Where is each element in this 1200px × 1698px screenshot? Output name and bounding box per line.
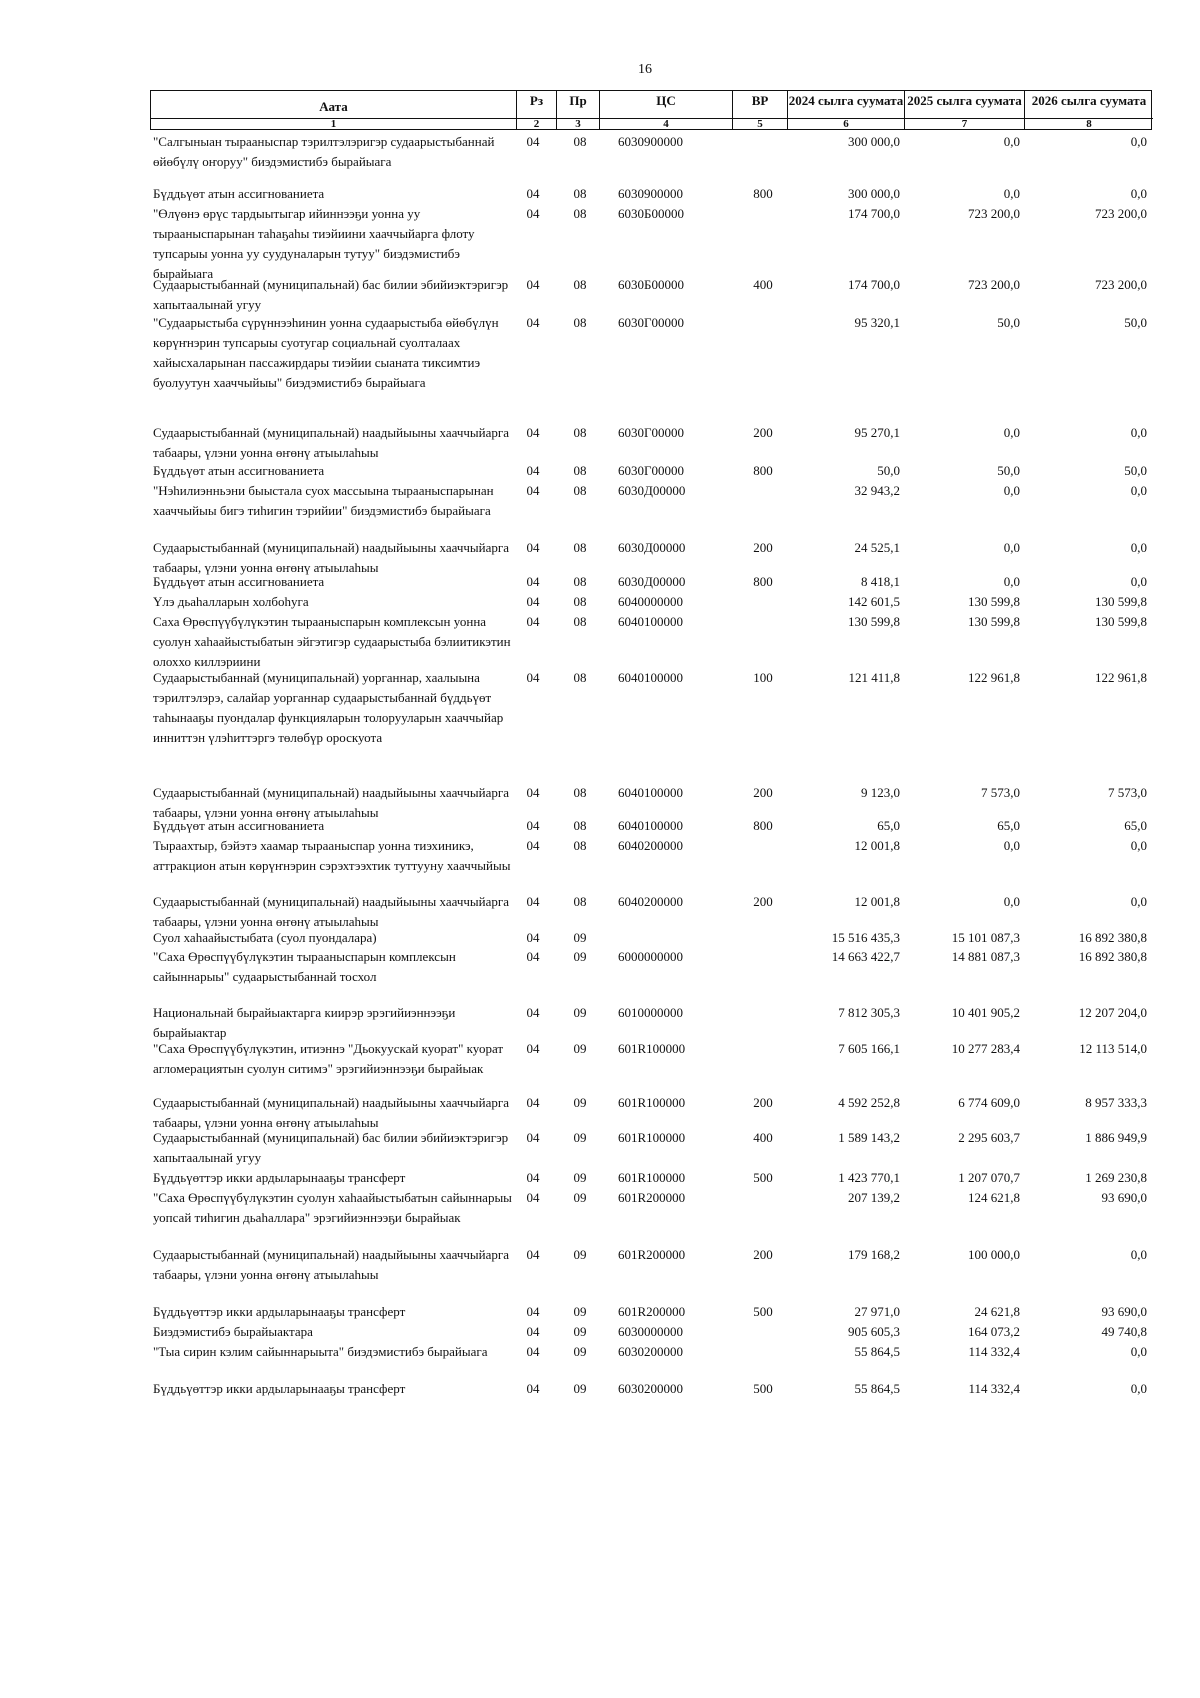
- row-pr: 08: [573, 483, 587, 498]
- row-rz: 04: [526, 949, 540, 964]
- header-label-pr: Пр: [569, 93, 587, 108]
- header-label-2026: 2026 сылга суумата: [1031, 93, 1147, 108]
- row-name: Бүддьүөттэр икки ардыларынааҕы трансферт: [153, 1381, 406, 1396]
- row-amount-2025: 50,0: [997, 463, 1020, 478]
- row-cs: 6030200000: [618, 1381, 683, 1396]
- row-amount-2024: 32 943,2: [854, 483, 900, 498]
- row-pr: 08: [573, 670, 587, 685]
- row-pr: 08: [573, 614, 587, 629]
- row-amount-2026: 1 886 949,9: [1085, 1130, 1147, 1145]
- row-amount-2026: 16 892 380,8: [1078, 949, 1147, 964]
- row-rz: 04: [526, 1005, 540, 1020]
- row-name: "Саха Өрөспүүбүлүкэтин суолун хаһаайыстыбатын сайыннарыы уопсай тиһигин дьаһаллара" эрэгийиэннээҕи бырайыак: [153, 1190, 512, 1225]
- row-rz: 04: [526, 614, 540, 629]
- row-pr: 08: [573, 540, 587, 555]
- row-vr: 200: [753, 540, 773, 555]
- row-cs: 601R200000: [618, 1247, 686, 1262]
- header-number-8: 8: [1025, 118, 1153, 130]
- row-cs: 601R100000: [618, 1170, 686, 1185]
- row-name: Бүддьүөт атын ассигнованиета: [153, 186, 325, 201]
- row-amount-2025: 10 277 283,4: [951, 1041, 1020, 1056]
- row-name: Судаарыстыбаннай (муниципальнай) наадыйыыны хааччыйарга табаары, үлэни уонна өҥөнү атыылаһыы: [153, 1247, 509, 1282]
- row-amount-2026: 49 740,8: [1101, 1324, 1147, 1339]
- header-number-5: 5: [733, 118, 787, 130]
- header-cell-rz: [516, 91, 556, 129]
- row-amount-2024: 55 864,5: [854, 1344, 900, 1359]
- row-cs: 6030900000: [618, 134, 683, 149]
- row-amount-2024: 55 864,5: [854, 1381, 900, 1396]
- row-rz: 04: [526, 1344, 540, 1359]
- row-name: "Өлүөнэ өрүс тардыытыгар ийиннээҕи уонна уу тырааныспарынан таһаҕаһы тиэйиини хааччыйарга флоту тупсарыы уонна уу суудуналарын тутуу" биэдэмистибэ бырайыага: [153, 206, 475, 281]
- header-cell-vr: [732, 91, 787, 129]
- row-name: "Нэһилиэнньэни быыстала суох массыына тырааныспарынан хааччыйыы бигэ тиһигин тэрийии" биэдэмистибэ бырайыага: [153, 483, 494, 518]
- row-cs: 6030Б00000: [618, 206, 684, 221]
- row-name: Үлэ дьаһалларын холбоһуга: [153, 594, 309, 609]
- row-pr: 08: [573, 785, 587, 800]
- row-amount-2024: 65,0: [877, 818, 900, 833]
- header-cell-2026: [1024, 91, 1153, 129]
- row-pr: 08: [573, 134, 587, 149]
- row-cs: 6030Г00000: [618, 315, 685, 330]
- row-cs: 6040100000: [618, 670, 683, 685]
- header-number-7: 7: [905, 118, 1024, 130]
- header-label-rz: Рз: [529, 93, 544, 108]
- row-amount-2025: 0,0: [1003, 894, 1020, 909]
- row-name: Судаарыстыбаннай (муниципальнай) бас билии эбийиэктэригэр хапытаалынай угуу: [153, 1130, 509, 1165]
- row-rz: 04: [526, 186, 540, 201]
- row-pr: 09: [573, 1381, 587, 1396]
- row-amount-2025: 65,0: [997, 818, 1020, 833]
- row-cs: 6030900000: [618, 186, 683, 201]
- row-amount-2025: 164 073,2: [968, 1324, 1020, 1339]
- row-amount-2024: 179 168,2: [848, 1247, 900, 1262]
- row-pr: 08: [573, 277, 587, 292]
- row-cs: 6030Г00000: [618, 425, 685, 440]
- row-amount-2025: 100 000,0: [968, 1247, 1020, 1262]
- row-amount-2025: 1 207 070,7: [958, 1170, 1020, 1185]
- row-pr: 09: [573, 930, 587, 945]
- row-amount-2026: 0,0: [1130, 1344, 1147, 1359]
- row-vr: 400: [753, 1130, 773, 1145]
- row-vr: 500: [753, 1170, 773, 1185]
- row-amount-2025: 0,0: [1003, 838, 1020, 853]
- row-amount-2024: 8 418,1: [861, 574, 900, 589]
- row-vr: 100: [753, 670, 773, 685]
- row-name: "Саха Өрөспүүбүлүкэтин, итиэннэ "Дьокуускай куорат" куорат агломерациятын суолун ситимэ" эрэгийиэннээҕи бырайыак: [153, 1041, 504, 1076]
- row-amount-2024: 121 411,8: [848, 670, 900, 685]
- row-name: Бүддьүөт атын ассигнованиета: [153, 574, 325, 589]
- row-name: Бүддьүөттэр икки ардыларынааҕы трансферт: [153, 1304, 406, 1319]
- header-label-vr: ВР: [751, 93, 769, 108]
- row-amount-2024: 4 592 252,8: [838, 1095, 900, 1110]
- header-cell-name: [151, 91, 516, 129]
- row-rz: 04: [526, 1381, 540, 1396]
- row-pr: 09: [573, 1247, 587, 1262]
- row-name: Судаарыстыбаннай (муниципальнай) наадыйыыны хааччыйарга табаары, үлэни уонна өҥөнү атыылаһыы: [153, 894, 509, 929]
- row-cs: 601R100000: [618, 1130, 686, 1145]
- row-rz: 04: [526, 1041, 540, 1056]
- row-amount-2024: 1 589 143,2: [838, 1130, 900, 1145]
- row-pr: 09: [573, 1041, 587, 1056]
- row-amount-2025: 50,0: [997, 315, 1020, 330]
- row-rz: 04: [526, 463, 540, 478]
- row-cs: 6030Д00000: [618, 540, 686, 555]
- row-amount-2025: 0,0: [1003, 483, 1020, 498]
- row-amount-2026: 16 892 380,8: [1078, 930, 1147, 945]
- row-vr: 800: [753, 186, 773, 201]
- row-amount-2026: 8 957 333,3: [1085, 1095, 1147, 1110]
- header-label-name: Аата: [319, 99, 348, 114]
- row-amount-2026: 0,0: [1130, 483, 1147, 498]
- row-amount-2025: 14 881 087,3: [951, 949, 1020, 964]
- row-name: Саха Өрөспүүбүлүкэтин тырааныспарын комплексын уонна суолун хаһаайыстыбатын эйгэтигэр судаарыстыба бэлиитикэтин олоххо киллэриини: [153, 614, 511, 669]
- row-rz: 04: [526, 277, 540, 292]
- row-amount-2026: 723 200,0: [1095, 206, 1147, 221]
- row-amount-2024: 95 320,1: [854, 315, 900, 330]
- row-rz: 04: [526, 785, 540, 800]
- row-vr: 400: [753, 277, 773, 292]
- header-number-2: 2: [517, 118, 556, 130]
- row-amount-2024: 1 423 770,1: [838, 1170, 900, 1185]
- row-name: Бүддьүөт атын ассигнованиета: [153, 463, 325, 478]
- row-cs: 601R100000: [618, 1041, 686, 1056]
- row-amount-2026: 93 690,0: [1101, 1190, 1147, 1205]
- row-name: Национальнай бырайыактарга киирэр эрэгийиэннээҕи бырайыактар: [153, 1005, 456, 1040]
- row-amount-2025: 0,0: [1003, 425, 1020, 440]
- row-name: "Саха Өрөспүүбүлүкэтин тырааныспарын комплексын сайыннарыы" судаарыстыбаннай тосхол: [153, 949, 456, 984]
- row-name: "Тыа сирин кэлим сайыннарыыта" биэдэмистибэ бырайыага: [153, 1344, 488, 1359]
- row-pr: 09: [573, 1304, 587, 1319]
- row-amount-2024: 174 700,0: [848, 206, 900, 221]
- row-vr: 800: [753, 818, 773, 833]
- row-amount-2025: 2 295 603,7: [958, 1130, 1020, 1145]
- row-name: Суол хаһаайыстыбата (суол пуондалара): [153, 930, 377, 945]
- row-amount-2025: 124 621,8: [968, 1190, 1020, 1205]
- row-pr: 09: [573, 949, 587, 964]
- row-cs: 6040100000: [618, 614, 683, 629]
- row-pr: 08: [573, 463, 587, 478]
- row-vr: 200: [753, 894, 773, 909]
- row-amount-2025: 7 573,0: [981, 785, 1020, 800]
- row-amount-2025: 723 200,0: [968, 277, 1020, 292]
- row-cs: 601R100000: [618, 1095, 686, 1110]
- row-name: Судаарыстыбаннай (муниципальнай) наадыйыыны хааччыйарга табаары, үлэни уонна өҥөнү атыылаһыы: [153, 1095, 509, 1130]
- header-number-1: 1: [151, 118, 516, 130]
- row-cs: 6030Д00000: [618, 483, 686, 498]
- row-amount-2026: 93 690,0: [1101, 1304, 1147, 1319]
- row-name: Судаарыстыбаннай (муниципальнай) бас билии эбийиэктэригэр хапытаалынай угуу: [153, 277, 509, 312]
- row-amount-2025: 0,0: [1003, 540, 1020, 555]
- row-amount-2025: 130 599,8: [968, 614, 1020, 629]
- row-rz: 04: [526, 1324, 540, 1339]
- row-amount-2026: 130 599,8: [1095, 594, 1147, 609]
- row-amount-2024: 95 270,1: [854, 425, 900, 440]
- table-header: [150, 90, 1152, 130]
- row-amount-2026: 7 573,0: [1108, 785, 1147, 800]
- row-amount-2025: 6 774 609,0: [958, 1095, 1020, 1110]
- row-pr: 08: [573, 818, 587, 833]
- row-amount-2025: 114 332,4: [968, 1344, 1020, 1359]
- row-amount-2026: 50,0: [1124, 315, 1147, 330]
- row-pr: 08: [573, 894, 587, 909]
- row-amount-2024: 130 599,8: [848, 614, 900, 629]
- row-cs: 6030Г00000: [618, 463, 685, 478]
- row-rz: 04: [526, 425, 540, 440]
- row-pr: 09: [573, 1344, 587, 1359]
- row-rz: 04: [526, 483, 540, 498]
- row-name: Бүддьүөт атын ассигнованиета: [153, 818, 325, 833]
- row-cs: 6040100000: [618, 818, 683, 833]
- row-amount-2026: 130 599,8: [1095, 614, 1147, 629]
- row-amount-2026: 0,0: [1130, 1381, 1147, 1396]
- row-rz: 04: [526, 930, 540, 945]
- row-rz: 04: [526, 594, 540, 609]
- row-pr: 08: [573, 594, 587, 609]
- row-amount-2024: 27 971,0: [854, 1304, 900, 1319]
- row-pr: 09: [573, 1130, 587, 1145]
- row-name: Тыраахтыр, бэйэтэ хаамар тырааныспар уонна тиэхиникэ, аттракцион атын көрүҥнэрин сэрэхтээхтик туттууну хааччыйыы: [153, 838, 511, 873]
- row-rz: 04: [526, 574, 540, 589]
- row-cs: 6030000000: [618, 1324, 683, 1339]
- row-cs: 6000000000: [618, 949, 683, 964]
- row-pr: 09: [573, 1005, 587, 1020]
- row-cs: 6040100000: [618, 785, 683, 800]
- row-vr: 200: [753, 785, 773, 800]
- row-vr: 200: [753, 1247, 773, 1262]
- row-amount-2024: 300 000,0: [848, 134, 900, 149]
- row-rz: 04: [526, 1247, 540, 1262]
- row-amount-2026: 723 200,0: [1095, 277, 1147, 292]
- row-amount-2024: 142 601,5: [848, 594, 900, 609]
- row-rz: 04: [526, 1130, 540, 1145]
- row-rz: 04: [526, 1304, 540, 1319]
- row-amount-2026: 0,0: [1130, 540, 1147, 555]
- row-vr: 200: [753, 1095, 773, 1110]
- row-rz: 04: [526, 670, 540, 685]
- page-number: 16: [638, 62, 652, 77]
- row-rz: 04: [526, 838, 540, 853]
- row-amount-2026: 1 269 230,8: [1085, 1170, 1147, 1185]
- row-rz: 04: [526, 315, 540, 330]
- row-amount-2024: 15 516 435,3: [831, 930, 900, 945]
- row-pr: 08: [573, 206, 587, 221]
- row-vr: 800: [753, 463, 773, 478]
- row-amount-2024: 207 139,2: [848, 1190, 900, 1205]
- row-amount-2025: 24 621,8: [974, 1304, 1020, 1319]
- row-amount-2026: 0,0: [1130, 1247, 1147, 1262]
- row-cs: 6030Б00000: [618, 277, 684, 292]
- row-cs: 6030200000: [618, 1344, 683, 1359]
- header-cell-pr: [556, 91, 599, 129]
- row-name: Судаарыстыбаннай (муниципальнай) уорганнар, хаалыына тэрилтэлэрэ, салайар уорганнар судаарыстыбаннай бүддьүөт таһынааҕы пуондалар функцияларын толорууларын хааччыйар инниттэн үлэһиттэргэ төлөбүр ороскуота: [153, 670, 504, 745]
- row-rz: 04: [526, 1095, 540, 1110]
- header-number-6: 6: [788, 118, 904, 130]
- row-rz: 04: [526, 134, 540, 149]
- header-cell-2024: [787, 91, 904, 129]
- row-amount-2024: 9 123,0: [861, 785, 900, 800]
- row-amount-2026: 0,0: [1130, 574, 1147, 589]
- row-pr: 09: [573, 1095, 587, 1110]
- row-amount-2025: 0,0: [1003, 134, 1020, 149]
- row-amount-2025: 10 401 905,2: [951, 1005, 1020, 1020]
- row-pr: 08: [573, 838, 587, 853]
- row-cs: 601R200000: [618, 1190, 686, 1205]
- row-name: Судаарыстыбаннай (муниципальнай) наадыйыыны хааччыйарга табаары, үлэни уонна өҥөнү атыылаһыы: [153, 540, 509, 575]
- row-name: Бүддьүөттэр икки ардыларынааҕы трансферт: [153, 1170, 406, 1185]
- row-amount-2024: 174 700,0: [848, 277, 900, 292]
- row-amount-2024: 14 663 422,7: [831, 949, 900, 964]
- row-amount-2026: 0,0: [1130, 894, 1147, 909]
- row-rz: 04: [526, 818, 540, 833]
- row-rz: 04: [526, 540, 540, 555]
- row-name: "Салгыныан тырааныспар тэрилтэлэригэр судаарыстыбаннай өйөбүлү оҥоруу" биэдэмистибэ бырайыага: [153, 134, 495, 169]
- row-amount-2026: 0,0: [1130, 186, 1147, 201]
- row-pr: 09: [573, 1190, 587, 1205]
- row-name: Биэдэмистибэ бырайыактара: [153, 1324, 313, 1339]
- row-name: Судаарыстыбаннай (муниципальнай) наадыйыыны хааччыйарга табаары, үлэни уонна өҥөнү атыылаһыы: [153, 425, 509, 460]
- header-label-cs: ЦС: [656, 93, 676, 108]
- row-amount-2025: 15 101 087,3: [951, 930, 1020, 945]
- row-pr: 08: [573, 186, 587, 201]
- row-vr: 500: [753, 1381, 773, 1396]
- row-cs: 6040000000: [618, 594, 683, 609]
- row-amount-2026: 0,0: [1130, 134, 1147, 149]
- row-cs: 6040200000: [618, 838, 683, 853]
- row-pr: 08: [573, 574, 587, 589]
- row-amount-2024: 7 605 166,1: [838, 1041, 900, 1056]
- row-amount-2025: 122 961,8: [968, 670, 1020, 685]
- row-cs: 6010000000: [618, 1005, 683, 1020]
- row-amount-2025: 0,0: [1003, 186, 1020, 201]
- row-name: Судаарыстыбаннай (муниципальнай) наадыйыыны хааччыйарга табаары, үлэни уонна өҥөнү атыылаһыы: [153, 785, 509, 820]
- header-label-2024: 2024 сылга суумата: [788, 93, 904, 108]
- row-amount-2026: 12 207 204,0: [1078, 1005, 1147, 1020]
- row-amount-2026: 0,0: [1130, 425, 1147, 440]
- header-number-3: 3: [557, 118, 599, 130]
- header-number-4: 4: [600, 118, 732, 130]
- row-rz: 04: [526, 1170, 540, 1185]
- header-cell-cs: [599, 91, 732, 129]
- row-amount-2025: 0,0: [1003, 574, 1020, 589]
- row-amount-2026: 50,0: [1124, 463, 1147, 478]
- row-cs: 6040200000: [618, 894, 683, 909]
- row-rz: 04: [526, 206, 540, 221]
- row-amount-2024: 905 605,3: [848, 1324, 900, 1339]
- row-vr: 200: [753, 425, 773, 440]
- row-pr: 09: [573, 1324, 587, 1339]
- row-cs: 601R200000: [618, 1304, 686, 1319]
- row-name: "Судаарыстыба сүрүннээһинин уонна судаарыстыба өйөбүлүн көрүҥнэрин тупсарыы суотугар социальнай суолталаах хайысхаларынан пассажирдары тиэйии сыаната тиксимтиэ буолуутун хааччыйыы" биэдэмистибэ бырайыага: [153, 315, 499, 390]
- row-amount-2024: 50,0: [877, 463, 900, 478]
- header-cell-2025: [904, 91, 1024, 129]
- row-pr: 08: [573, 425, 587, 440]
- row-pr: 08: [573, 315, 587, 330]
- row-amount-2025: 130 599,8: [968, 594, 1020, 609]
- row-rz: 04: [526, 1190, 540, 1205]
- row-vr: 500: [753, 1304, 773, 1319]
- row-cs: 6030Д00000: [618, 574, 686, 589]
- header-label-2025: 2025 сылга суумата: [907, 93, 1022, 108]
- row-amount-2024: 24 525,1: [854, 540, 900, 555]
- row-amount-2026: 0,0: [1130, 838, 1147, 853]
- row-pr: 09: [573, 1170, 587, 1185]
- row-vr: 800: [753, 574, 773, 589]
- row-amount-2026: 122 961,8: [1095, 670, 1147, 685]
- row-amount-2024: 7 812 305,3: [838, 1005, 900, 1020]
- row-rz: 04: [526, 894, 540, 909]
- row-amount-2024: 12 001,8: [854, 894, 900, 909]
- row-amount-2024: 12 001,8: [854, 838, 900, 853]
- row-amount-2025: 723 200,0: [968, 206, 1020, 221]
- row-amount-2026: 12 113 514,0: [1079, 1041, 1147, 1056]
- row-amount-2024: 300 000,0: [848, 186, 900, 201]
- row-amount-2026: 65,0: [1124, 818, 1147, 833]
- row-amount-2025: 114 332,4: [968, 1381, 1020, 1396]
